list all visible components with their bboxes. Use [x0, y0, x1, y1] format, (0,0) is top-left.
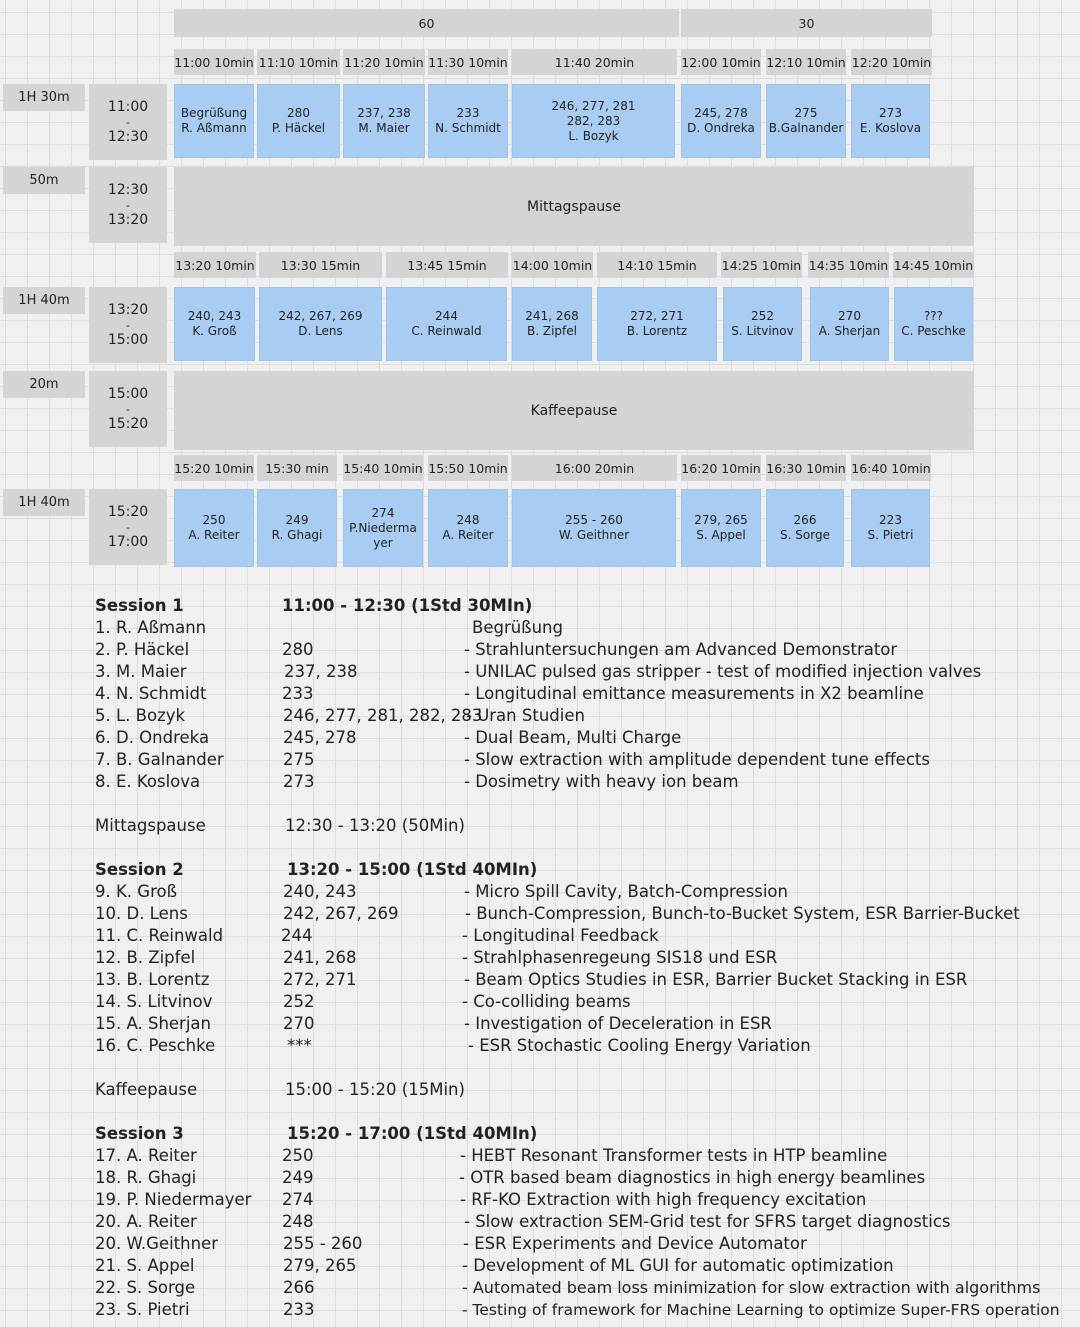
talk-ids: 246, 277, 281: [551, 98, 636, 113]
agenda-topic: - Strahluntersuchungen am Advanced Demonstrator: [464, 640, 898, 659]
talk-ids: 245, 278: [694, 106, 748, 120]
session-time: 15:20 - 17:00 (1Std 40MIn): [287, 1124, 538, 1143]
break-label: Mittagspause: [95, 816, 206, 835]
agenda-ids: ***: [287, 1036, 312, 1055]
session-time-range: [89, 489, 167, 565]
session-title: Session 3: [95, 1124, 184, 1143]
talk-speaker: D. Lens: [298, 324, 343, 338]
agenda-ids: 266: [283, 1278, 315, 1297]
agenda-ids: 252: [283, 992, 315, 1011]
agenda-speaker: 16. C. Peschke: [95, 1036, 216, 1055]
talk-speaker: S. Appel: [696, 528, 746, 542]
talk-ids: 282, 283: [566, 113, 621, 128]
lunch-break-block: Mittagspause: [174, 167, 974, 246]
talk-slot[interactable]: [597, 287, 717, 361]
agenda-topic: - Bunch-Compression, Bunch-to-Bucket System, ESR Barrier-Bucket: [465, 904, 1020, 923]
talk-slot[interactable]: [428, 84, 508, 158]
range-start: 15:20: [107, 503, 149, 520]
slot-time-label: 15:30 min: [257, 455, 337, 481]
agenda-speaker: 14. S. Litvinov: [95, 992, 213, 1011]
agenda-ids: 241, 268: [283, 948, 357, 967]
slot-time-label: 16:40 10min: [851, 455, 931, 481]
agenda-speaker: 5. L. Bozyk: [95, 706, 186, 725]
session-time: 11:00 - 12:30 (1Std 30MIn): [282, 596, 533, 615]
agenda-speaker: 3. M. Maier: [95, 662, 187, 681]
agenda-speaker: 22. S. Sorge: [95, 1278, 196, 1297]
group-header-60: 60: [174, 9, 679, 37]
agenda-ids: 248: [282, 1212, 314, 1231]
talk-ids: 280: [287, 106, 310, 120]
agenda-speaker: 20. A. Reiter: [95, 1212, 197, 1231]
talk-ids: 274: [371, 505, 395, 520]
talk-speaker: R. Aßmann: [181, 121, 247, 135]
agenda-topic: - Development of ML GUI for automatic optimization: [462, 1256, 894, 1275]
talk-ids: 252: [751, 309, 774, 323]
talk-speaker: A. Sherjan: [818, 324, 881, 338]
talk-ids: ???: [923, 309, 944, 323]
range-start: 15:00: [107, 385, 149, 402]
break-label: Kaffeepause: [95, 1080, 198, 1099]
slot-time-label: 13:30 15min: [259, 252, 382, 278]
agenda-speaker: 13. B. Lorentz: [95, 970, 210, 989]
agenda-topic: - Dual Beam, Multi Charge: [464, 728, 682, 747]
agenda-ids: 275: [283, 750, 315, 769]
agenda-topic: - UNILAC pulsed gas stripper - test of modified injection valves: [464, 662, 982, 681]
talk-slot[interactable]: [512, 489, 676, 567]
talk-ids: 223: [879, 513, 902, 527]
talk-speaker-cont: yer: [373, 535, 393, 550]
talk-ids: 233: [456, 106, 480, 120]
agenda-speaker: 17. A. Reiter: [95, 1146, 197, 1165]
slot-time-label: 15:40 10min: [343, 455, 423, 481]
agenda-ids: 270: [283, 1014, 315, 1033]
slot-time-label: 13:20 10min: [174, 252, 256, 278]
talk-ids: 273: [879, 106, 902, 120]
break-time: 15:00 - 15:20 (15Min): [285, 1080, 465, 1099]
talk-speaker: S. Pietri: [867, 528, 914, 542]
session-duration: 1H 40m: [3, 287, 85, 314]
talk-speaker: B. Zipfel: [527, 324, 577, 338]
break-duration: 50m: [3, 167, 85, 194]
agenda-topic: - Longitudinal Feedback: [462, 926, 659, 945]
agenda-speaker: 4. N. Schmidt: [95, 684, 207, 703]
talk-speaker: D. Ondreka: [687, 121, 755, 135]
talk-ids: Begrüßung: [180, 106, 248, 120]
slot-time-label: 11:10 10min: [257, 49, 340, 75]
talk-speaker: S. Litvinov: [731, 324, 794, 338]
range-start: 12:30: [107, 181, 149, 198]
break-time: 12:30 - 13:20 (50Min): [285, 816, 465, 835]
agenda-speaker: 18. R. Ghagi: [95, 1168, 197, 1187]
range-end: 15:20: [107, 415, 149, 432]
range-end: 17:00: [107, 533, 149, 550]
slot-time-label: 14:00 10min: [512, 252, 593, 278]
talk-speaker: W. Geithner: [558, 528, 630, 542]
agenda-ids: 272, 271: [283, 970, 357, 989]
coffee-break-block: Kaffeepause: [174, 371, 974, 450]
agenda-topic: - HEBT Resonant Transformer tests in HTP beamline: [460, 1146, 888, 1165]
range-dash: -: [126, 318, 130, 332]
agenda-ids: 250: [282, 1146, 314, 1165]
slot-time-label: 11:00 10min: [174, 49, 254, 75]
talk-ids: 272, 271: [630, 309, 684, 323]
group-header-30: 30: [681, 9, 932, 37]
talk-slot[interactable]: [681, 489, 761, 567]
agenda-ids: 274: [282, 1190, 314, 1209]
agenda-speaker: 1. R. Aßmann: [95, 618, 207, 637]
talk-slot[interactable]: [257, 489, 337, 567]
talk-speaker: A. Reiter: [442, 528, 494, 542]
agenda-ids: 249: [282, 1168, 314, 1187]
talk-speaker: E. Koslova: [859, 121, 922, 135]
agenda-topic: - Longitudinal emittance measurements in X2 beamline: [464, 684, 924, 703]
agenda-speaker: 10. D. Lens: [95, 904, 188, 923]
talk-ids: 244: [435, 309, 458, 323]
agenda-topic: - Dosimetry with heavy ion beam: [464, 772, 739, 791]
talk-slot[interactable]: [681, 84, 761, 158]
session-duration: 1H 30m: [3, 84, 85, 111]
slot-time-label: 14:45 10min: [893, 252, 974, 278]
agenda-ids: 279, 265: [283, 1256, 357, 1275]
agenda-speaker: 2. P. Häckel: [95, 640, 190, 659]
agenda-topic: - Uran Studien: [466, 706, 585, 725]
agenda-topic: - Automated beam loss minimization for slow extraction with algorithms: [462, 1278, 1041, 1297]
slot-time-label: 11:40 20min: [512, 49, 677, 75]
session-time-range: [89, 84, 167, 160]
agenda-topic: - ESR Experiments and Device Automator: [463, 1234, 807, 1253]
talk-slot[interactable]: [851, 84, 930, 158]
agenda-ids: 242, 267, 269: [283, 904, 399, 923]
range-start: 13:20: [107, 301, 149, 318]
range-end: 12:30: [107, 128, 149, 145]
talk-speaker: M. Maier: [358, 121, 410, 135]
agenda-speaker: 12. B. Zipfel: [95, 948, 196, 967]
talk-slot[interactable]: [512, 287, 592, 361]
slot-time-label: 14:35 10min: [808, 252, 889, 278]
agenda-topic: - Strahlphasenregeung SIS18 und ESR: [462, 948, 778, 967]
slot-time-label: 12:00 10min: [681, 49, 761, 75]
slot-time-label: 11:20 10min: [343, 49, 425, 75]
talk-speaker: A. Reiter: [188, 528, 240, 542]
talk-slot[interactable]: [894, 287, 973, 361]
agenda-speaker: 11. C. Reinwald: [95, 926, 224, 945]
agenda-speaker: 9. K. Groß: [95, 882, 177, 901]
talk-speaker: S. Sorge: [780, 528, 830, 542]
break-duration: 20m: [3, 371, 85, 398]
agenda-ids: 244: [281, 926, 313, 945]
talk-ids: 266: [793, 513, 817, 527]
agenda-topic: Begrüßung: [472, 618, 563, 637]
range-dash: -: [126, 520, 130, 534]
talk-ids: 241, 268: [525, 309, 579, 323]
agenda-topic: - Micro Spill Cavity, Batch-Compression: [464, 882, 788, 901]
talk-speaker: R. Ghagi: [271, 528, 323, 542]
agenda-speaker: 15. A. Sherjan: [95, 1014, 211, 1033]
session-time-range: [89, 287, 167, 363]
talk-slot[interactable]: [257, 84, 340, 158]
session-duration: 1H 40m: [3, 489, 85, 516]
session-title: Session 2: [95, 860, 184, 879]
slot-time-label: 16:00 20min: [512, 455, 677, 481]
talk-slot[interactable]: [174, 287, 255, 361]
talk-ids: 250: [202, 513, 226, 527]
session-title: Session 1: [95, 596, 184, 615]
talk-ids: 270: [838, 309, 861, 323]
talk-ids: 275: [794, 106, 818, 120]
talk-slot[interactable]: [174, 84, 254, 158]
talk-speaker: C. Peschke: [901, 324, 966, 338]
talk-slot[interactable]: [343, 489, 423, 567]
slot-time-label: 16:20 10min: [681, 455, 761, 481]
talk-slot[interactable]: [766, 489, 844, 567]
agenda-topic: - Investigation of Deceleration in ESR: [464, 1014, 772, 1033]
talk-ids: 240, 243: [187, 309, 242, 323]
slot-time-label: 14:10 15min: [597, 252, 717, 278]
range-end: 13:20: [107, 211, 149, 228]
agenda-ids: 246, 277, 281, 282, 283: [283, 706, 483, 725]
talk-slot[interactable]: [851, 489, 930, 567]
agenda-ids: 245, 278: [283, 728, 357, 747]
agenda-speaker: 23. S. Pietri: [95, 1300, 190, 1319]
talk-slot[interactable]: [343, 84, 425, 158]
talk-slot[interactable]: [259, 287, 382, 361]
agenda-speaker: 21. S. Appel: [95, 1256, 195, 1275]
range-dash: -: [126, 198, 130, 212]
talk-speaker: N. Schmidt: [435, 121, 501, 135]
agenda-ids: 280: [282, 640, 314, 659]
session-time: 13:20 - 15:00 (1Std 40MIn): [287, 860, 538, 879]
agenda-topic: - Slow extraction SEM-Grid test for SFRS target diagnostics: [464, 1212, 951, 1231]
range-dash: -: [126, 115, 130, 129]
talk-slot[interactable]: [174, 489, 254, 567]
break-time-range: [89, 167, 167, 243]
talk-slot[interactable]: [723, 287, 802, 361]
talk-ids: 255 - 260: [565, 513, 623, 527]
agenda-ids: 237, 238: [284, 662, 358, 681]
talk-ids: 237, 238: [357, 106, 411, 120]
talk-speaker: C. Reinwald: [411, 324, 482, 338]
agenda-speaker: 20. W.Geithner: [95, 1234, 218, 1253]
agenda-speaker: 19. P. Niedermayer: [95, 1190, 252, 1209]
talk-speaker: B.Galnander: [768, 121, 844, 135]
agenda-speaker: 8. E. Koslova: [95, 772, 201, 791]
talk-ids: 248: [456, 513, 480, 527]
talk-speaker: K. Groß: [192, 324, 237, 338]
slot-time-label: 11:30 10min: [428, 49, 508, 75]
talk-slot[interactable]: [766, 84, 846, 158]
agenda-speaker: 6. D. Ondreka: [95, 728, 210, 747]
talk-speaker: B. Lorentz: [626, 324, 688, 338]
agenda-ids: 240, 243: [283, 882, 357, 901]
slot-time-label: 12:20 10min: [851, 49, 932, 75]
agenda-topic: - Slow extraction with amplitude dependent tune effects: [464, 750, 930, 769]
talk-speaker: P. Häckel: [271, 121, 326, 135]
agenda-ids: 233: [283, 1300, 315, 1319]
range-start: 11:00: [107, 98, 149, 115]
agenda-ids: 273: [283, 772, 315, 791]
slot-time-label: 16:30 10min: [766, 455, 846, 481]
agenda-topic: - OTR based beam diagnostics in high energy beamlines: [459, 1168, 926, 1187]
slot-time-label: 14:25 10min: [721, 252, 802, 278]
agenda-topic: - RF-KO Extraction with high frequency excitation: [460, 1190, 867, 1209]
talk-ids: 279, 265: [694, 513, 748, 527]
talk-speaker: L. Bozyk: [568, 128, 619, 143]
agenda-topic: - Testing of framework for Machine Learning to optimize Super-FRS operation: [462, 1301, 1060, 1319]
slot-time-label: 15:50 10min: [428, 455, 508, 481]
slot-time-label: 12:10 10min: [766, 49, 846, 75]
talk-ids: 242, 267, 269: [278, 309, 363, 323]
agenda-topic: - Beam Optics Studies in ESR, Barrier Bucket Stacking in ESR: [464, 970, 968, 989]
slot-time-label: 13:45 15min: [386, 252, 508, 278]
talk-speaker: P.Niederma: [349, 520, 417, 535]
range-dash: -: [126, 402, 130, 416]
slot-time-label: 15:20 10min: [174, 455, 254, 481]
agenda-topic: - Co-colliding beams: [462, 992, 631, 1011]
talk-slot[interactable]: [810, 287, 889, 361]
talk-slot[interactable]: [386, 287, 507, 361]
talk-slot[interactable]: [512, 84, 675, 158]
agenda-speaker: 7. B. Galnander: [95, 750, 224, 769]
talk-ids: 249: [285, 513, 309, 527]
break-time-range: [89, 371, 167, 447]
agenda-ids: 255 - 260: [283, 1234, 363, 1253]
range-end: 15:00: [107, 331, 149, 348]
agenda-topic: - ESR Stochastic Cooling Energy Variation: [468, 1036, 811, 1055]
agenda-ids: 233: [282, 684, 314, 703]
talk-slot[interactable]: [428, 489, 508, 567]
